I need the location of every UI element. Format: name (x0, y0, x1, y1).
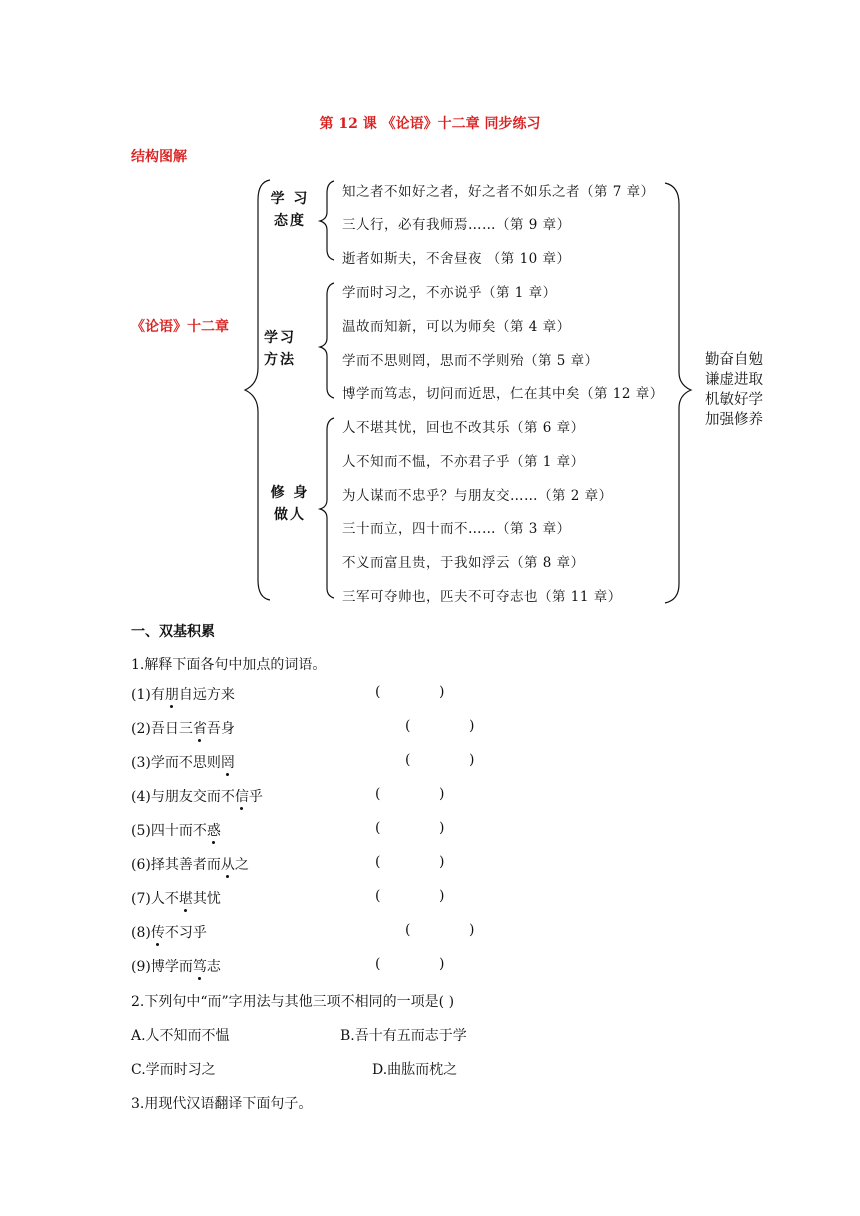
diagram-item: 逝者如斯夫，不舍昼夜 （第 10 章） (342, 251, 571, 267)
category-label-line2: 方法 (264, 352, 296, 368)
diagram-item: 三人行，必有我师焉……（第 9 章） (342, 217, 571, 233)
diagram-item: 学而不思则罔，思而不学则殆（第 5 章） (342, 353, 599, 369)
category-brace-1 (320, 181, 334, 260)
right-brace (665, 183, 691, 603)
answer-blank-open: ( (375, 684, 381, 700)
diagram-item: 知之者不如好之者，好之者不如乐之者（第 7 章） (342, 184, 655, 200)
answer-blank-open: ( (375, 820, 381, 836)
diagram-summary (705, 350, 763, 430)
vocab-item (131, 718, 235, 738)
category-label-line1: 学 习 (270, 191, 310, 207)
question-3-prompt: 3.用现代汉语翻译下面句子。 (131, 1096, 313, 1112)
vocab-item-number: (5) (131, 823, 151, 839)
main-brace (245, 180, 270, 600)
category-label-line1: 学习 (264, 330, 296, 346)
category-label-line2: 做人 (274, 507, 306, 523)
vocab-item (131, 752, 235, 772)
vocab-item-text: 与朋友交而不 (150, 789, 235, 805)
diagram-item: 为人谋而不忠乎？与朋友交……（第 2 章） (342, 488, 613, 504)
diagram-item: 人不知而不愠，不亦君子乎（第 1 章） (342, 454, 585, 470)
option-d: D.曲肱而枕之 (372, 1062, 458, 1078)
question-1-prompt: 1.解释下面各句中加点的词语。 (131, 657, 327, 673)
diagram-item: 人不堪其忧，回也不改其乐（第 6 章） (342, 420, 585, 436)
answer-blank-open: ( (405, 922, 411, 938)
category-selfcultivation-label (270, 482, 310, 526)
category-attitude-label (270, 188, 310, 232)
vocab-item (131, 820, 221, 840)
vocab-item-text: 乎 (248, 789, 263, 805)
dotted-word: 笃 (192, 959, 207, 975)
section-heading: 一、双基积累 (131, 624, 215, 640)
answer-blank-open: ( (375, 888, 381, 904)
diagram-item: 温故而知新，可以为师矣（第 4 章） (342, 319, 571, 335)
answer-blank-close: ) (469, 718, 475, 734)
answer-blank-open: ( (405, 718, 411, 734)
vocab-item-text: 其忧 (192, 891, 221, 907)
vocab-item-number: (1) (131, 687, 151, 703)
diagram-section-label: 结构图解 (131, 149, 187, 165)
category-label-line1: 修 身 (270, 485, 310, 501)
vocab-item-text: 不习乎 (164, 925, 207, 941)
option-c: C.学而时习之 (131, 1062, 216, 1078)
category-brace-2 (320, 283, 334, 398)
vocab-item-number: (7) (131, 891, 151, 907)
dotted-word: 信 (234, 789, 249, 805)
vocab-item-number: (2) (131, 721, 151, 737)
vocab-item-text: 学而不思则 (150, 755, 221, 771)
vocab-item-number: (8) (131, 925, 151, 941)
answer-blank-close: ) (439, 854, 445, 870)
dotted-word: 朋 (164, 687, 179, 703)
vocab-item-text: 志 (206, 959, 221, 975)
diagram-item: 三十而立，四十而不……（第 3 章） (342, 521, 571, 537)
answer-blank-close: ) (439, 684, 445, 700)
dotted-word: 罔 (220, 755, 235, 771)
diagram-item: 博学而笃志，切问而近思，仁在其中矣（第 12 章） (342, 386, 664, 402)
vocab-item (131, 956, 221, 976)
vocab-item-text: 吾身 (206, 721, 235, 737)
answer-blank-close: ) (469, 752, 475, 768)
answer-blank-close: ) (439, 956, 445, 972)
vocab-item-text: 自远方来 (178, 687, 235, 703)
vocab-item-number: (3) (131, 755, 151, 771)
category-label-line2: 态度 (274, 213, 306, 229)
option-b: B.吾十有五而志于学 (340, 1028, 467, 1044)
dotted-word: 传 (150, 925, 165, 941)
vocab-item (131, 786, 263, 806)
vocab-item-text: 之 (234, 857, 249, 873)
summary-line: 勤奋自勉 (705, 352, 763, 368)
vocab-item-text: 吾日三 (150, 721, 193, 737)
vocab-item-text: 择其善者而 (150, 857, 221, 873)
vocab-item (131, 922, 207, 942)
answer-blank-close: ) (439, 820, 445, 836)
diagram-item: 三军可夺帅也，匹夫不可夺志也（第 11 章） (342, 589, 622, 605)
vocab-item-number: (4) (131, 789, 151, 805)
vocab-item-number: (9) (131, 959, 151, 975)
diagram-item: 学而时习之，不亦说乎（第 1 章） (342, 285, 557, 301)
answer-blank-open: ( (375, 786, 381, 802)
answer-blank-open: ( (375, 956, 381, 972)
dotted-word: 惑 (206, 823, 221, 839)
vocab-item-text: 四十而不 (150, 823, 207, 839)
answer-blank-open: ( (405, 752, 411, 768)
vocab-item-text: 博学而 (150, 959, 193, 975)
answer-blank-open: ( (375, 854, 381, 870)
category-method-label (260, 327, 300, 371)
dotted-word: 堪 (178, 891, 193, 907)
answer-blank-close: ) (439, 786, 445, 802)
dotted-word: 从 (220, 857, 235, 873)
category-brace-3 (320, 418, 334, 598)
answer-blank-close: ) (439, 888, 445, 904)
option-a: A.人不知而不愠 (131, 1028, 230, 1044)
answer-blank-close: ) (469, 922, 475, 938)
question-2-prompt: 2.下列句中“而”字用法与其他三项不相同的一项是( ) (131, 994, 455, 1010)
vocab-item (131, 684, 235, 704)
page-title: 第 12 课 《论语》十二章 同步练习 (319, 116, 541, 132)
vocab-item-number: (6) (131, 857, 151, 873)
summary-line: 机敏好学 (705, 392, 763, 408)
vocab-item (131, 854, 249, 874)
summary-line: 加强修养 (705, 412, 763, 428)
summary-line: 谦虚进取 (705, 372, 763, 388)
dotted-word: 省 (192, 721, 207, 737)
vocab-item-text: 人不 (150, 891, 179, 907)
diagram-item: 不义而富且贵，于我如浮云（第 8 章） (342, 555, 585, 571)
vocab-item-text: 有 (150, 687, 165, 703)
diagram-root-label: 《论语》十二章 (131, 319, 229, 335)
vocab-item (131, 888, 221, 908)
